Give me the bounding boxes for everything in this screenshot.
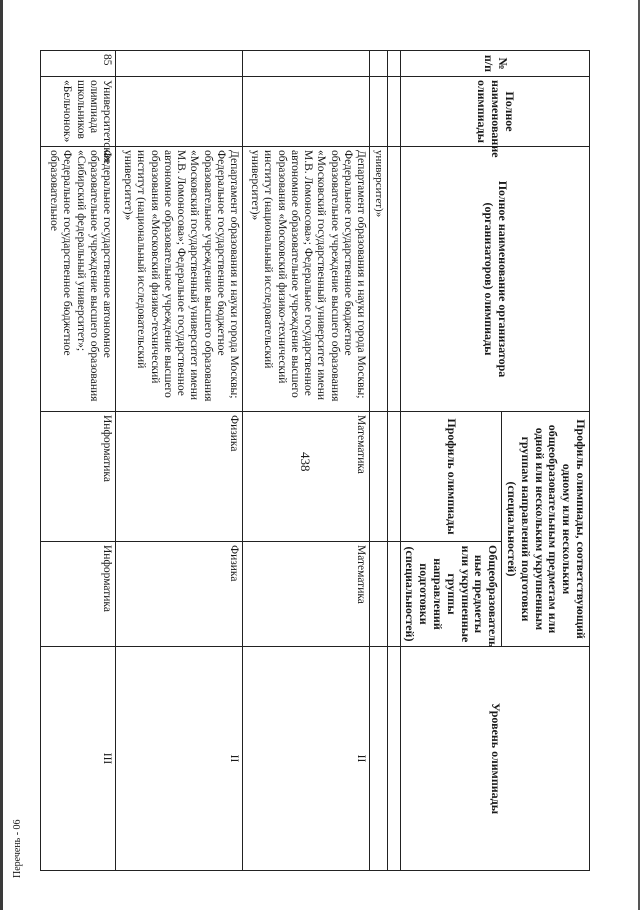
cell-subjects: Физика (116, 542, 243, 647)
cell-num (116, 51, 243, 77)
cell-profile (370, 412, 388, 542)
cell-level: III (41, 647, 116, 871)
index-cell (387, 147, 400, 412)
index-cell (387, 647, 400, 871)
header-profile-group: Профиль олимпиады, соответствующий одному или нескольким общеобразовательным предметам или одной или нескольким укрупненным группам направлений подготовки (специальностей) (502, 412, 590, 647)
olympiad-table (40, 50, 590, 871)
cell-org: Департамент образования и науки города Москвы; Федеральное государственное бюджетное образовательное учреждение высшего образования «Московский государственный университет имени М.В. Ломоносова»; Федеральное государственное автономное образовательное учреждение высшего образования «Московский физико-технический институт (национальный исследовательский университет)» (243, 147, 370, 412)
footer-mark: Перечень - 06 (12, 819, 23, 878)
cell-profile: Информатика (41, 412, 116, 542)
cell-subjects (370, 542, 388, 647)
cell-name: Университетская олимпиада школьников «Бельчонок» (41, 77, 116, 147)
header-name: Полное наименование олимпиады (400, 77, 589, 147)
index-cell (387, 412, 400, 542)
cell-level: II (116, 647, 243, 871)
header-profile: Профиль олимпиады (400, 412, 502, 542)
cell-name (370, 77, 388, 147)
header-level: Уровень олимпиады (400, 647, 589, 871)
table-row (41, 51, 116, 871)
cell-level (370, 647, 388, 871)
cell-org: Департамент образования и науки города Москвы; Федеральное государственное бюджетное образовательное учреждение высшего образования «Московский государственный университет имени М.В. Ломоносова»; Федеральное государственное автономное образовательное учреждение высшего образования «Московский физико-технический институт (национальный исследовательский университет)» (116, 147, 243, 412)
header-subjects: Общеобразователь ные предметы или укрупненные группы направлений подготовки (специальностей) (400, 542, 502, 647)
cell-level: II (243, 647, 370, 871)
header-org: Полное наименование организатора (организаторов) олимпиады (400, 147, 589, 412)
index-cell (387, 77, 400, 147)
cell-profile: Математика (243, 412, 370, 542)
cell-profile: Физика (116, 412, 243, 542)
cell-num (370, 51, 388, 77)
table-row (243, 51, 370, 871)
index-cell (387, 51, 400, 77)
rotated-table-container (48, 50, 590, 870)
index-cell (387, 542, 400, 647)
table-row (116, 51, 243, 871)
cell-org-continuation: университет)» (370, 147, 388, 412)
cell-name (116, 77, 243, 147)
cell-subjects: Математика (243, 542, 370, 647)
header-num: № п/п (400, 51, 589, 77)
cell-subjects: Информатика (41, 542, 116, 647)
scan-edge-left (0, 0, 3, 910)
cell-num (243, 51, 370, 77)
cell-org: Федеральное государственное автономное образовательное учреждение высшего образования «Сибирский федеральный университет»; Федеральное государственное бюджетное образовательное (41, 147, 116, 412)
cell-num: 85 (41, 51, 116, 77)
cell-name (243, 77, 370, 147)
page-number: 438 (298, 452, 313, 472)
